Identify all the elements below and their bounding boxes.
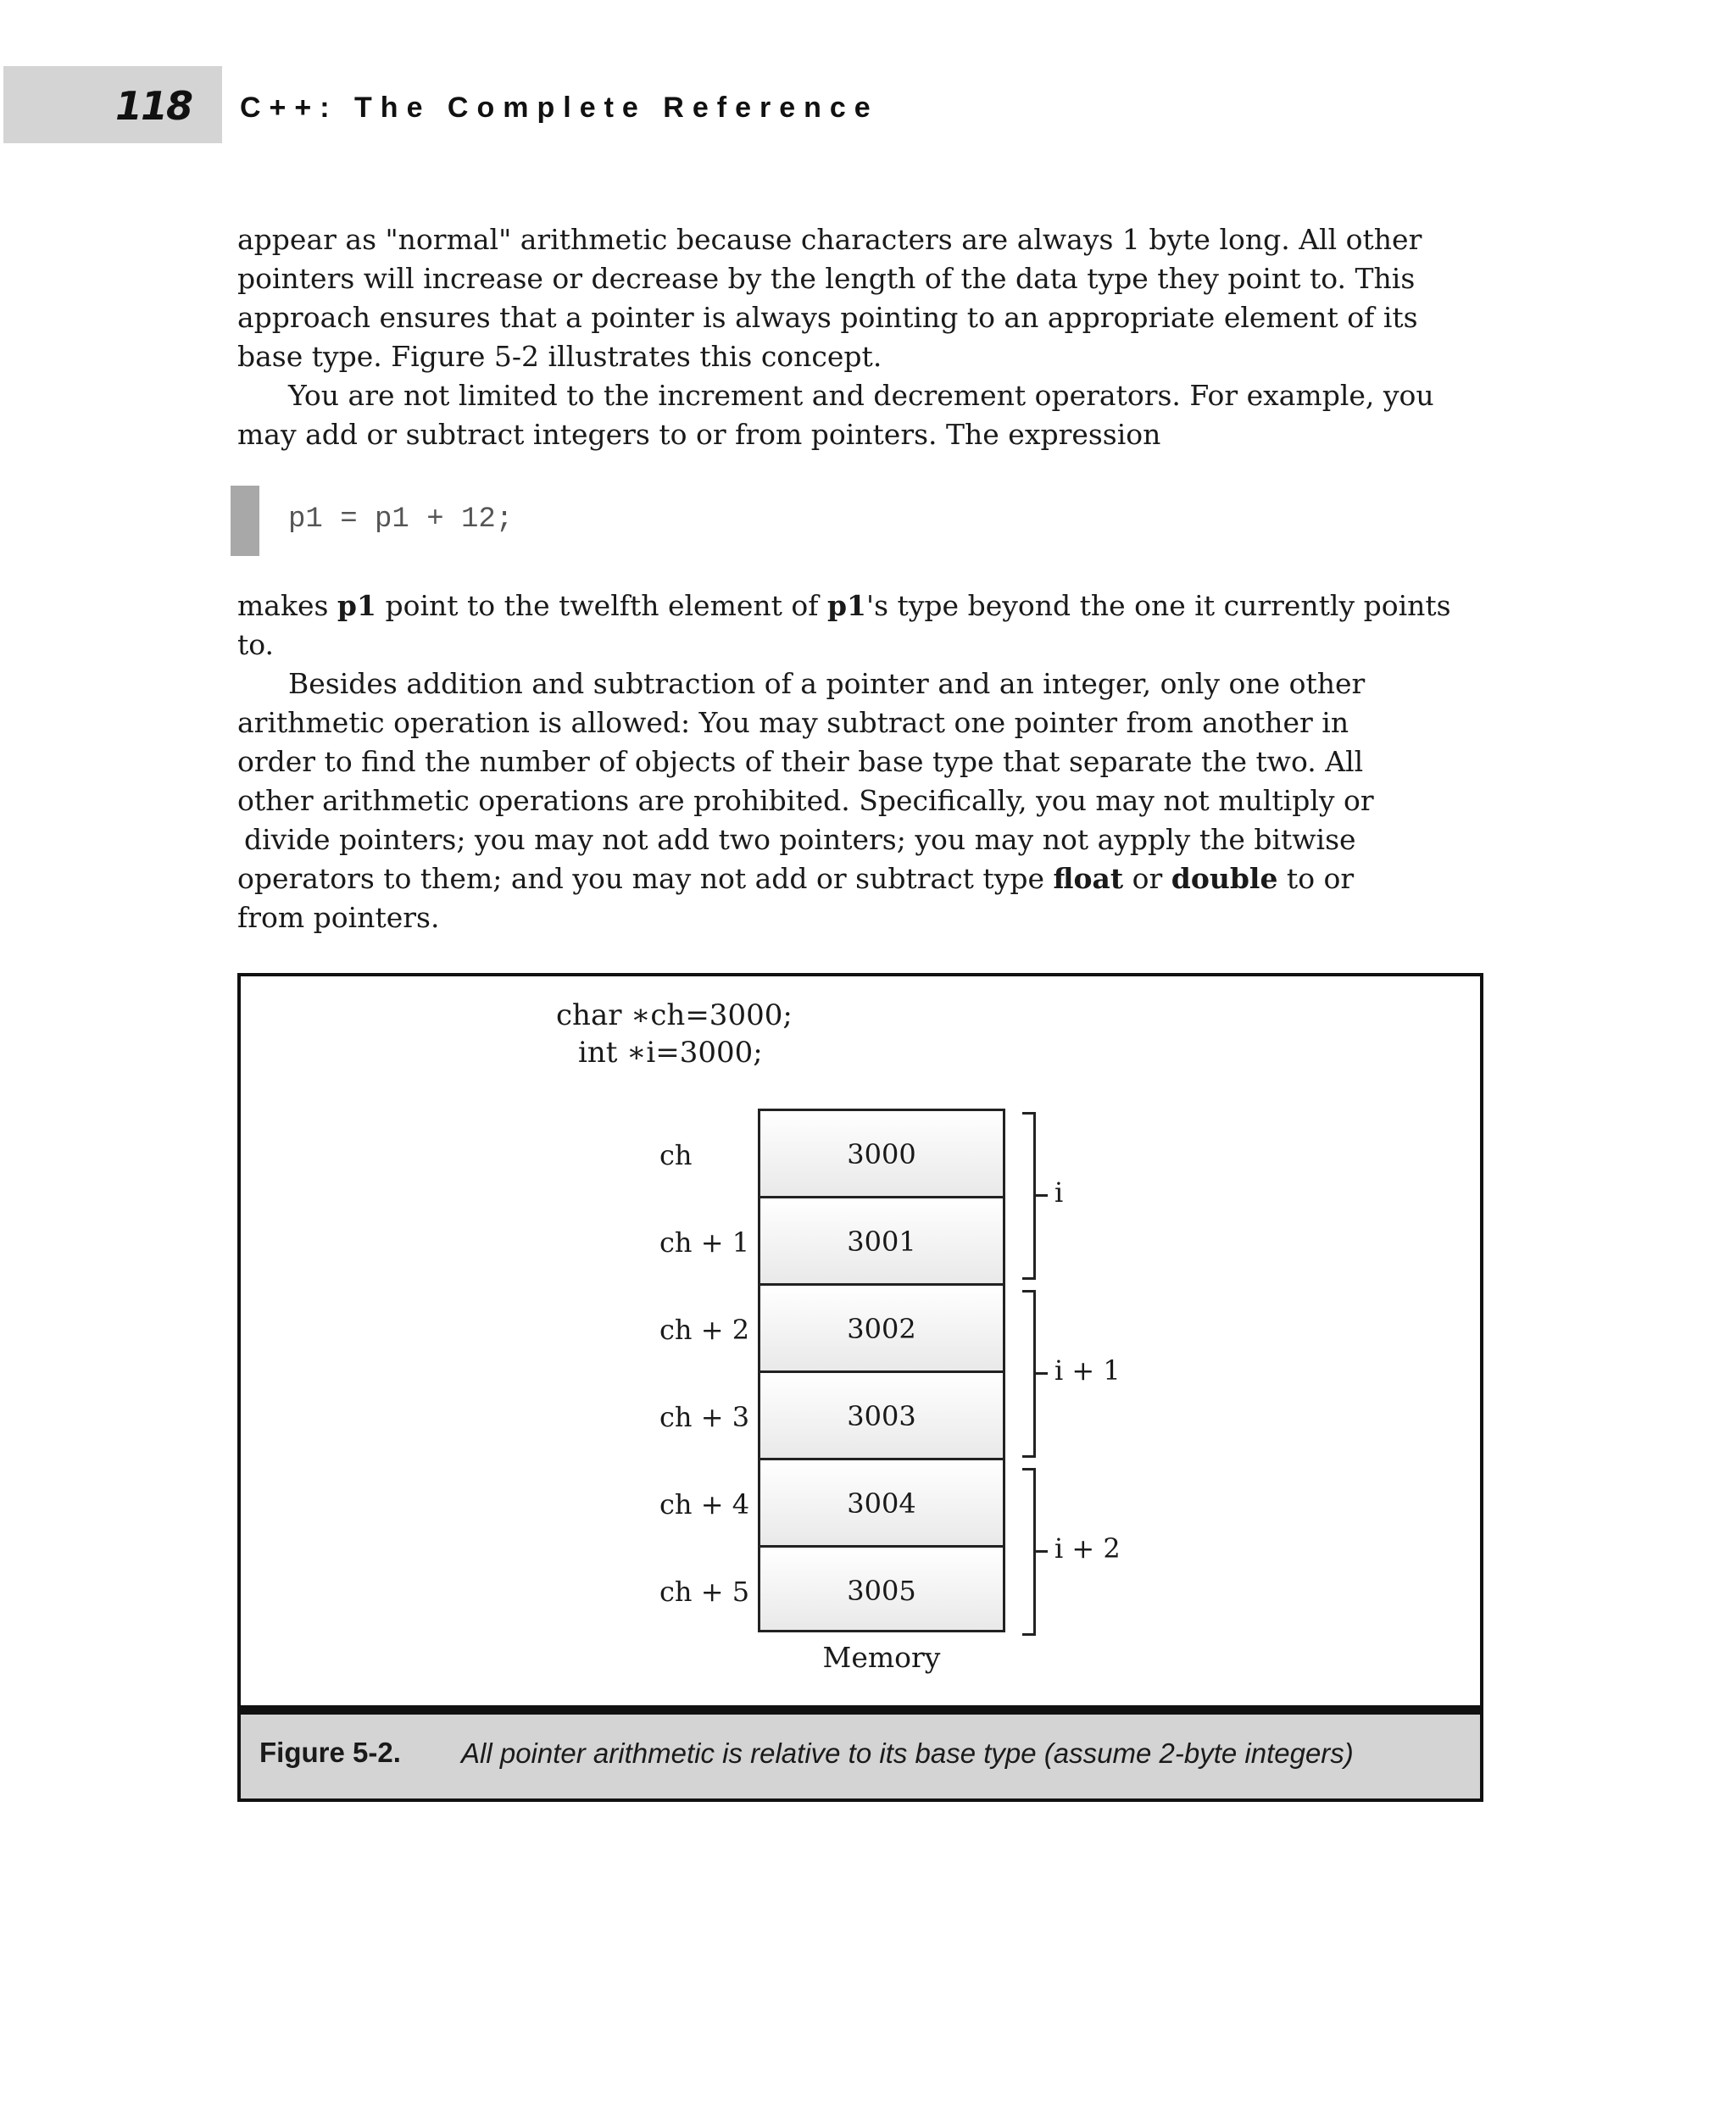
pointer-label: ch + 1 [659,1226,750,1259]
declaration-char-pointer: char ∗ch=3000; [556,998,793,1032]
text-run: or [1123,862,1171,895]
memory-cell [758,1109,1005,1196]
memory-label-text: Memory [822,1641,941,1674]
text-line: order to find the number of objects of their base type that separate the two. All [237,745,1364,778]
int-bracket-tick [1036,1550,1048,1553]
code-term-p1: p1 [337,589,376,622]
caption-label: Figure 5-2. [259,1737,401,1768]
memory-address: 3000 [847,1138,916,1170]
memory-cell [758,1458,1005,1545]
int-bracket-tick [1036,1194,1048,1197]
text-line: You are not limited to the increment and decrement operators. For example, you [288,379,1434,412]
text-line: arithmetic operation is allowed: You may subtract one pointer from another in [237,706,1349,739]
text-line: Besides addition and subtraction of a pointer and an integer, only one other [288,667,1366,700]
memory-address: 3004 [847,1487,916,1520]
code-term-double: double [1171,862,1278,895]
page-number: 118 [115,83,192,129]
int-bracket [1022,1468,1036,1636]
code-line: p1 = p1 + 12; [288,503,514,536]
memory-address: 3001 [847,1226,916,1258]
pointer-label: ch [659,1139,693,1171]
text-line: base type. Figure 5-2 illustrates this concept. [237,340,882,373]
text-run: makes [237,589,337,622]
int-pointer-label: i + 1 [1054,1354,1121,1387]
text-line: may add or subtract integers to or from pointers. The expression [237,418,1161,451]
declaration-int-pointer: int ∗i=3000; [578,1036,763,1070]
memory-address: 3002 [847,1313,916,1345]
pointer-label: ch + 4 [659,1488,750,1520]
text-run: point to the twelfth element of [376,589,827,622]
text-run: 's type beyond the one it currently points to. [237,589,1451,661]
figure-diagram [237,973,1483,1709]
memory-cell [758,1196,1005,1283]
pointer-label: ch + 3 [659,1401,750,1433]
figure-caption [237,1709,1483,1802]
text-run: operators to them; and you may not add or subtract type [237,862,1054,895]
text-line: appear as "normal" arithmetic because characters are always 1 byte long. All other [237,223,1422,256]
memory-cell [758,1545,1005,1632]
paragraph-block-2 [237,587,1483,937]
int-pointer-label: i + 2 [1054,1532,1121,1565]
text-run: to or [1277,862,1355,895]
text-line: pointers will increase or decrease by the length of the data type they point to. This [237,262,1416,295]
text-line: from pointers. [237,901,440,934]
caption-text: All pointer arithmetic is relative to its base type (assume 2-byte integers) [461,1737,1354,1769]
int-bracket [1022,1290,1036,1458]
memory-address: 3005 [847,1575,916,1607]
running-head: C++: The Complete Reference [240,92,879,124]
text-line: other arithmetic operations are prohibited. Specifically, you may not multiply or [237,784,1374,817]
int-pointer-label: i [1054,1176,1064,1209]
text-line: divide pointers; you may not add two pointers; you may not aypply the bitwise [244,823,1356,856]
pointer-label: ch + 5 [659,1576,750,1608]
code-term-p1: p1 [826,589,867,622]
pointer-label: ch + 2 [659,1314,750,1346]
text-line: approach ensures that a pointer is always pointing to an appropriate element of its [237,301,1418,334]
code-margin-bar [231,486,259,556]
memory-cell [758,1283,1005,1370]
memory-address: 3003 [847,1400,916,1432]
int-bracket [1022,1112,1036,1280]
paragraph-block-1 [237,220,1483,454]
memory-cell [758,1370,1005,1458]
int-bracket-tick [1036,1372,1048,1375]
text-line [237,587,1483,664]
text-line [237,859,1483,898]
code-term-float: float [1053,862,1124,895]
